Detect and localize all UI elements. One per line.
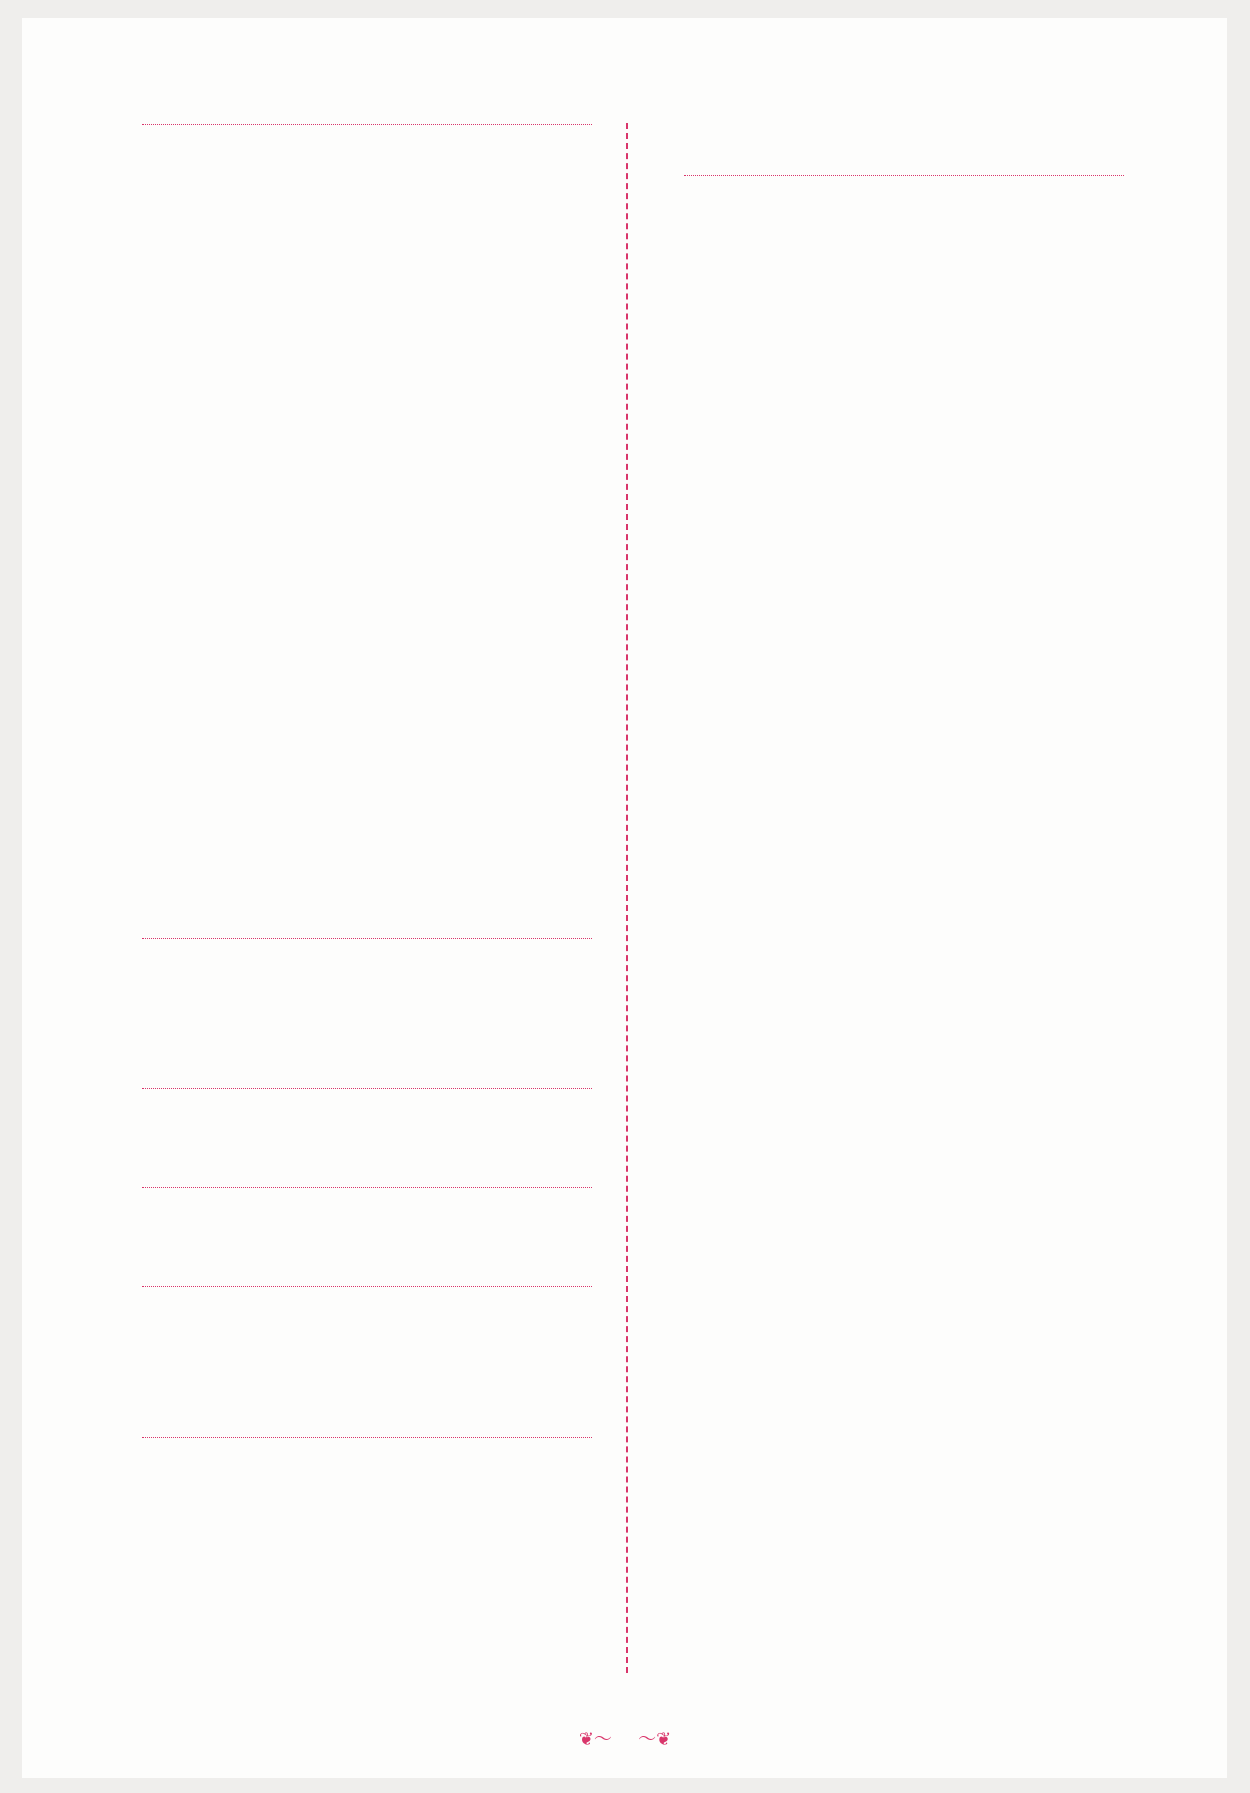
dotted-line [142, 1187, 592, 1188]
flourish-left-icon: ❦～ [578, 1729, 612, 1750]
flourish-right-icon: ～❦ [638, 1729, 672, 1750]
dotted-line [142, 938, 592, 939]
dotted-line [142, 1088, 592, 1089]
answer-page [22, 18, 1227, 1778]
column-divider [626, 123, 628, 1673]
page-footer [0, 1725, 1250, 1751]
dotted-line [684, 175, 1124, 176]
dotted-line [142, 1286, 592, 1287]
dotted-line [142, 1437, 592, 1438]
dotted-line [142, 124, 592, 125]
